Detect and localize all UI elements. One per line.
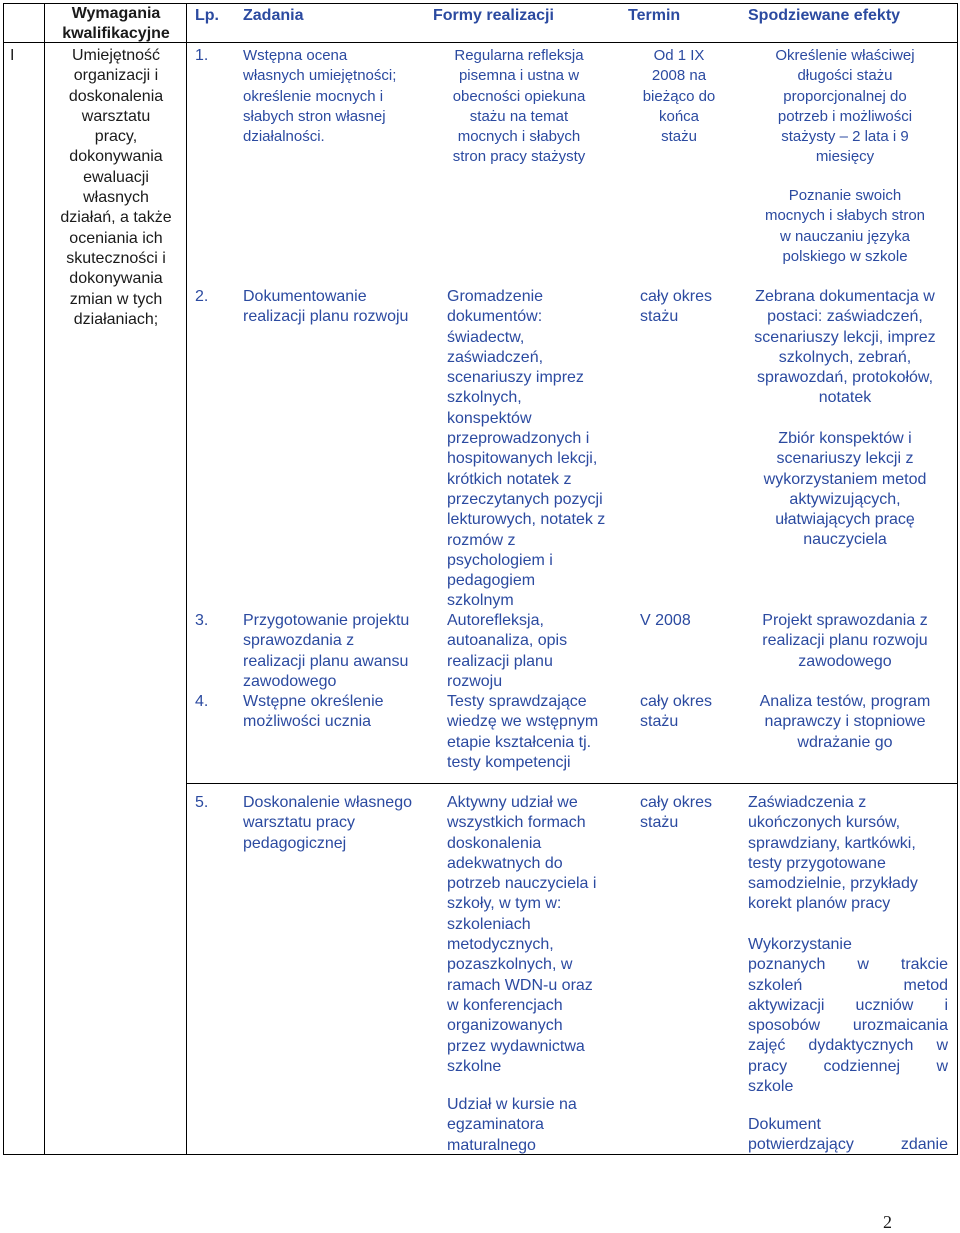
requirement-text: Umiejętność organizacji i doskonalenia warsztatu pracy, dokonywania ewaluacji własnych działań, a także oceniania ich skuteczności i dokonywania zmian w tych działaniach; xyxy=(60,47,172,328)
row-2-effect-1: Zebrana dokumentacja w postaci: zaświadczeń, scenariuszy lekcji, imprez szkolnych, zebrań, sprawozdań, protokołów, notatek xyxy=(754,288,936,407)
row-2-task: Dokumentowanie realizacji planu rozwoju xyxy=(243,288,409,326)
row-1-effect-2: Poznanie swoich mocnych i słabych stron w nauczaniu języka polskiego w szkole xyxy=(764,187,926,265)
row-3-lp: 3. xyxy=(195,612,209,629)
effect-line: szkoleń metod xyxy=(748,976,948,994)
page-number: 2 xyxy=(883,1212,892,1232)
row-1-lp: 1. xyxy=(195,47,209,64)
row-2-lp: 2. xyxy=(195,288,209,305)
row-separator xyxy=(186,783,957,784)
row-5-deadline: cały okres stażu xyxy=(640,794,713,832)
effect-line: sposobów urozmaicania xyxy=(748,1017,948,1035)
row-4-form: Testy sprawdzające wiedzę we wstępnym etapie kształcenia tj. testy kompetencji xyxy=(447,693,599,771)
effect-line: potwierdzający zdanie xyxy=(748,1136,948,1154)
column-divider xyxy=(186,3,187,1155)
effect-line: Dokument xyxy=(748,1116,821,1133)
row-5-form-1: Aktywny udział we wszystkich formach doskonalenia adekwatnych do potrzeb nauczyciela i szkoły, w tym w: szkoleniach metodycznych, pozaszkolnych, w ramach WDN-u oraz w konferencjach organizowanych przez wydawnictwa szkolne xyxy=(447,794,597,1075)
row-3-effect-1: Projekt sprawozdania z realizacji planu rozwoju zawodowego xyxy=(762,612,928,670)
column-divider xyxy=(44,3,45,1155)
row-3-task: Przygotowanie projektu sprawozdania z realizacji planu awansu zawodowego xyxy=(243,612,410,690)
header-effects: Spodziewane efekty xyxy=(748,7,901,24)
row-3-form: Autorefleksja, autoanaliza, opis realizacji planu rozwoju xyxy=(447,612,568,690)
header-lp: Lp. xyxy=(195,7,219,24)
header-forms: Formy realizacji xyxy=(433,7,554,24)
effect-line: Wykorzystanie xyxy=(748,936,852,953)
row-1-task: Wstępna ocena własnych umiejętności; określenie mocnych i słabych stron własnej działalności. xyxy=(243,47,397,146)
header-deadline: Termin xyxy=(628,7,681,24)
header-requirements: Wymagania kwalifikacyjne xyxy=(62,5,170,43)
table-border-right xyxy=(957,3,958,1155)
row-5-form-2: Udział w kursie na egzaminatora maturalnego xyxy=(447,1096,577,1154)
row-5-effect-1: Zaświadczenia z ukończonych kursów, sprawdziany, kartkówki, testy przygotowane samodzielnie, przykłady korekt planów pracy xyxy=(748,794,918,913)
row-4-task: Wstępne określenie możliwości ucznia xyxy=(243,693,384,731)
section-number: I xyxy=(10,47,15,64)
table-border-left xyxy=(3,3,4,1155)
effect-line: pracy codziennej w xyxy=(748,1057,948,1075)
effect-line: szkole xyxy=(748,1078,794,1096)
row-1-deadline: Od 1 IX 2008 na bieżąco do końca stażu xyxy=(642,47,716,146)
effect-line: poznanych w trakcie xyxy=(748,956,948,974)
row-4-effect-1: Analiza testów, program naprawczy i stopniowe wdrażanie go xyxy=(759,693,931,751)
row-5-lp: 5. xyxy=(195,794,209,811)
row-3-deadline: V 2008 xyxy=(640,612,691,629)
effect-line: aktywizacji uczniów i xyxy=(748,996,948,1014)
row-1-effect-1: Określenie właściwej długości stażu proporcjonalnej do potrzeb i możliwości stażysty – 2 lata i 9 miesięcy xyxy=(775,47,915,166)
row-5-task: Doskonalenie własnego warsztatu pracy pedagogicznej xyxy=(243,794,412,852)
effect-line: zajęć dydaktycznych w xyxy=(748,1037,948,1055)
row-4-deadline: cały okres stażu xyxy=(640,693,713,731)
header-tasks: Zadania xyxy=(243,7,304,24)
row-1-form: Regularna refleksja pisemna i ustna w obecności opiekuna stażu na temat mocnych i słabych stron pracy stażysty xyxy=(452,47,586,166)
row-2-form: Gromadzenie dokumentów: świadectw, zaświadczeń, scenariuszy imprez szkolnych, konspektów przeprowadzonych i hospitowanych lekcji, krótkich notatek z przeczytanych pozycji lekturowych, notatek z rozmów z psychologiem i pedagogiem szkolnym xyxy=(447,288,606,610)
row-2-deadline: cały okres stażu xyxy=(640,288,713,326)
row-4-lp: 4. xyxy=(195,693,209,710)
row-2-effect-2: Zbiór konspektów i scenariuszy lekcji z wykorzystaniem metod aktywizujących, ułatwiających pracę nauczyciela xyxy=(763,430,927,549)
row-5-effect-2 xyxy=(748,935,948,1097)
row-5-effect-3 xyxy=(748,1115,948,1156)
